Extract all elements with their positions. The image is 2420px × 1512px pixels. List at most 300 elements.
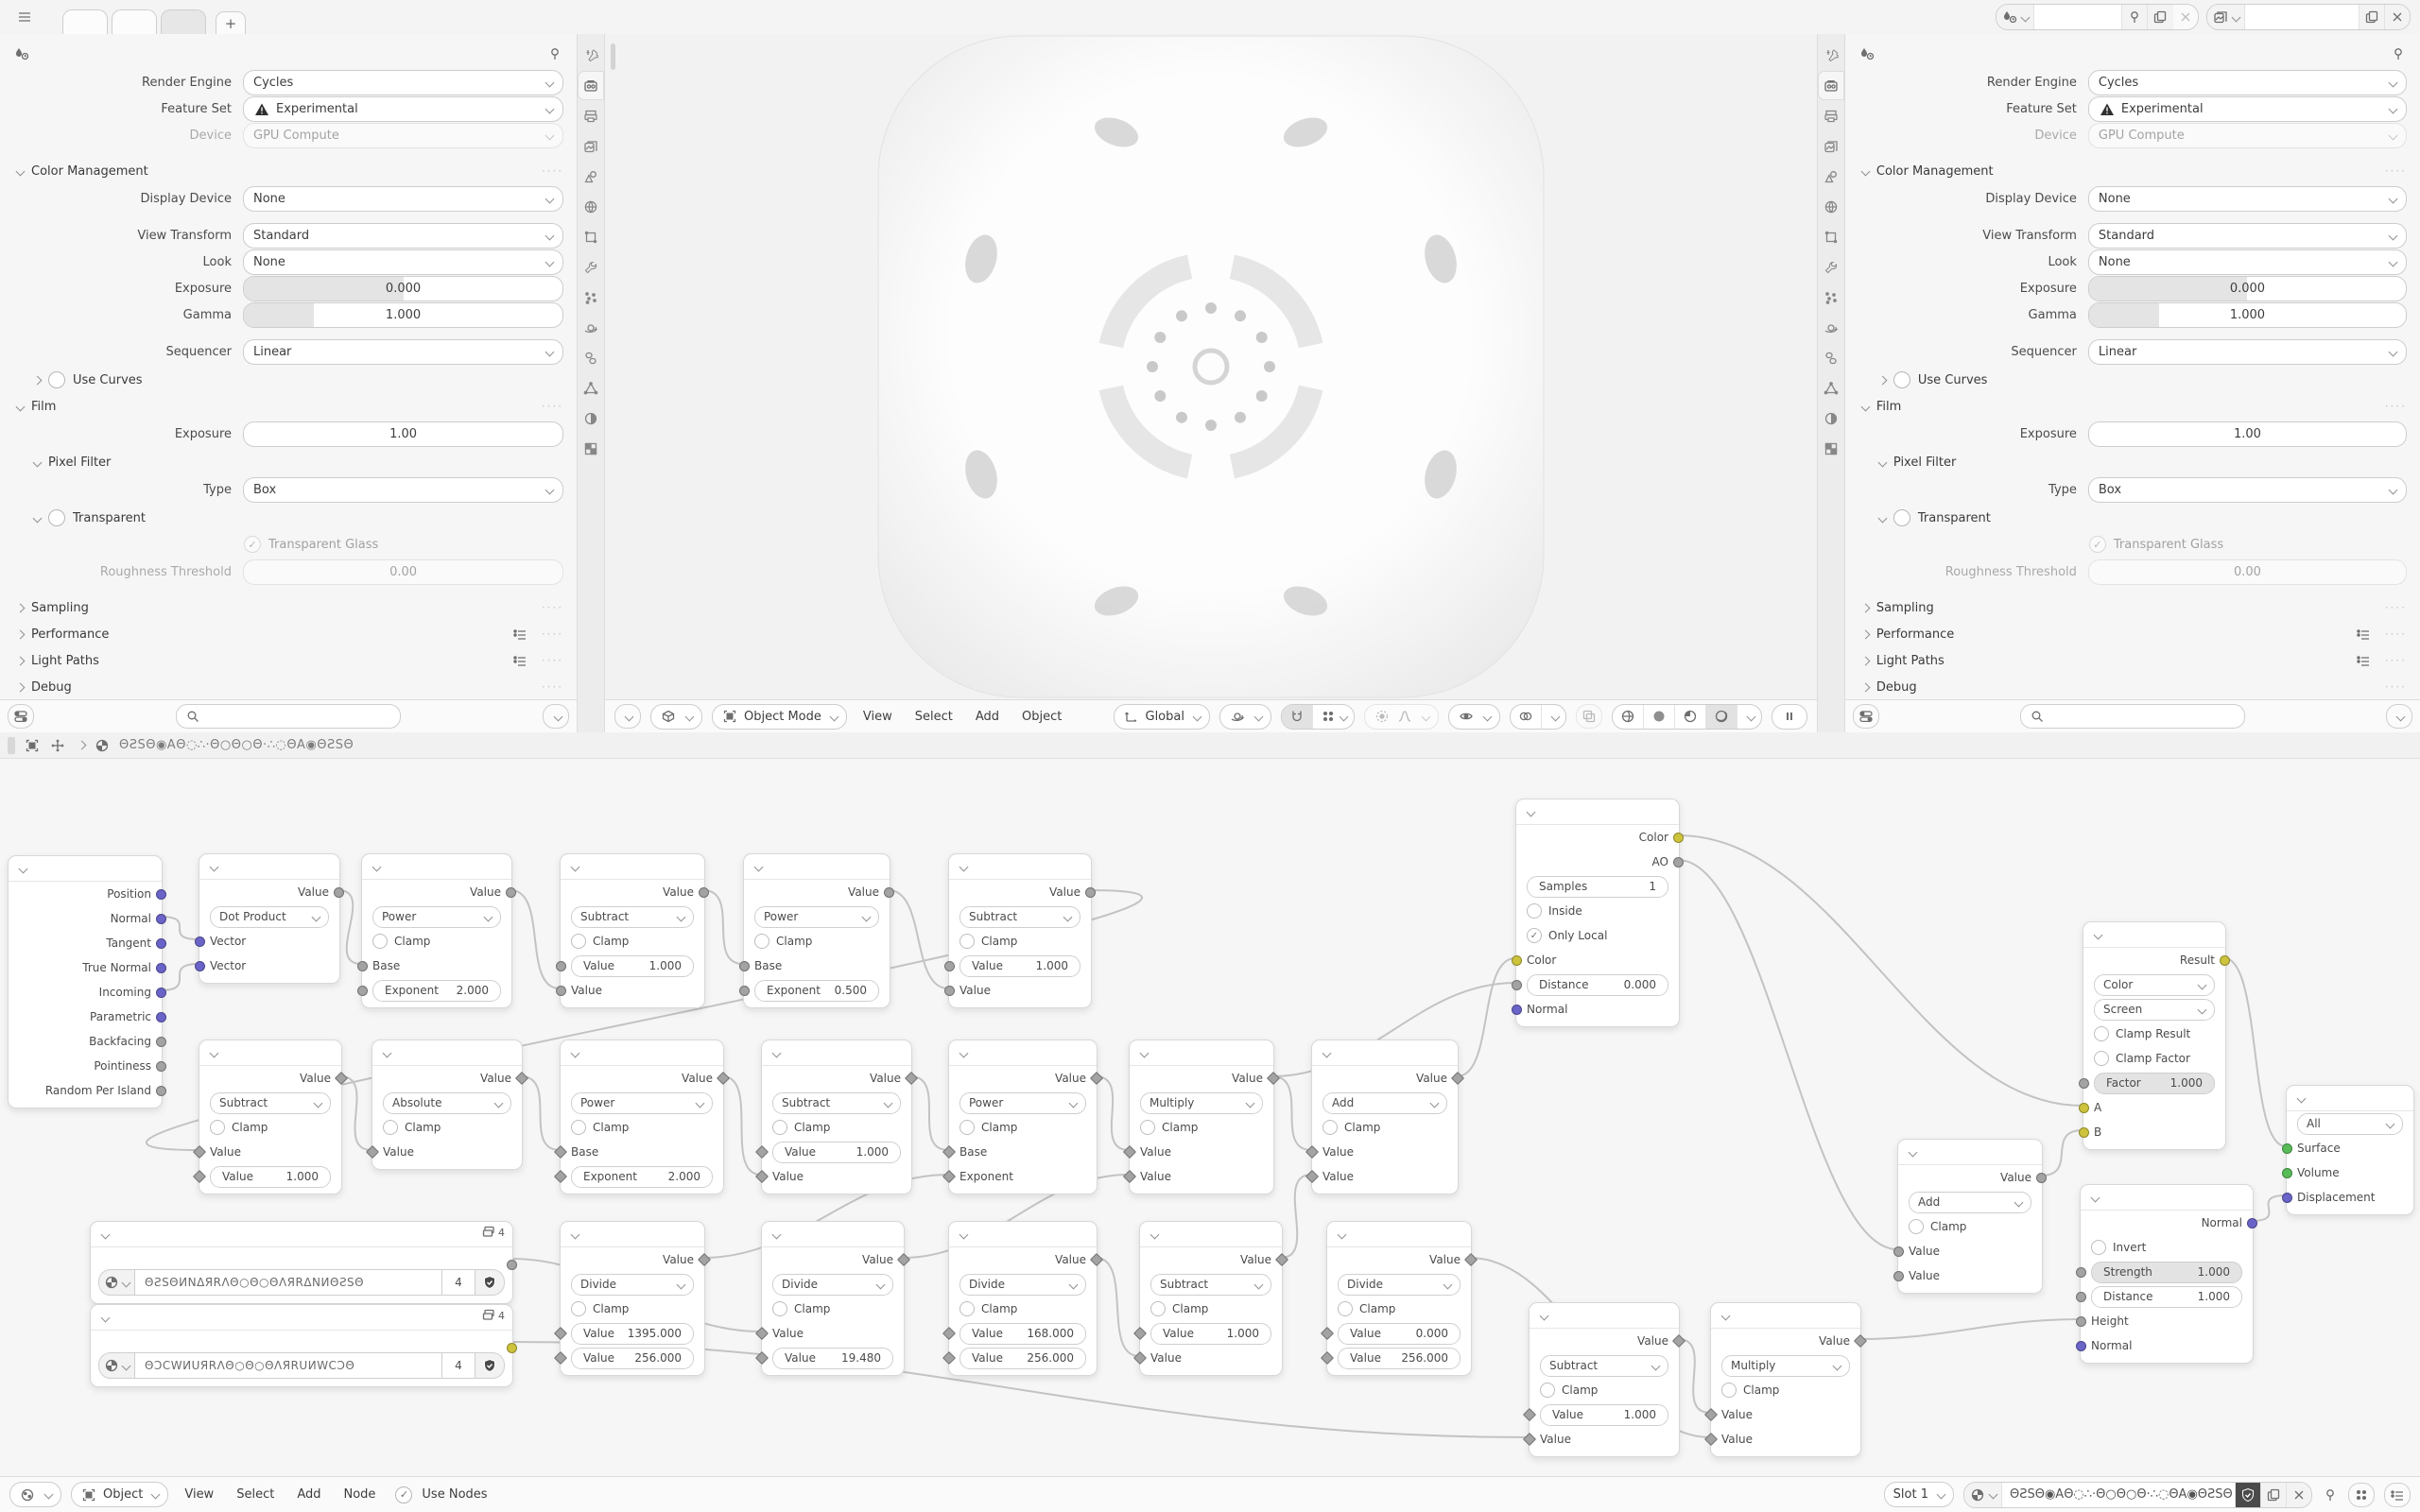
node-checkbox[interactable] <box>772 1301 787 1316</box>
node-card-sub6[interactable] <box>1529 1302 1680 1457</box>
node-operation-select[interactable]: Multiply <box>1721 1355 1850 1377</box>
properties-tab-scene-icon[interactable] <box>1819 163 1843 190</box>
properties-tab-wrench-icon[interactable] <box>579 253 603 281</box>
properties-tab-output-icon[interactable] <box>1819 102 1843 129</box>
node-card-pow3[interactable] <box>560 1040 724 1194</box>
workspace-tab-1[interactable] <box>62 9 108 35</box>
material-copy-button[interactable] <box>2260 1483 2286 1507</box>
pixel-filter-type-select[interactable]: Box <box>2088 477 2407 503</box>
properties-search[interactable] <box>2020 704 2245 729</box>
node-collapse-chevron[interactable] <box>1338 1229 1347 1239</box>
snap-target-select[interactable] <box>1313 705 1354 729</box>
pin-icon[interactable] <box>2390 45 2407 62</box>
node-operation-select[interactable]: Add <box>1322 1092 1447 1114</box>
menu-select[interactable]: Select <box>236 1487 275 1502</box>
render-engine-select[interactable]: Cycles <box>2088 70 2407 95</box>
node-checkbox[interactable] <box>959 1301 975 1316</box>
light-paths-section[interactable]: Light Paths ···· <box>1845 647 2420 674</box>
node-output-socket[interactable] <box>2220 955 2230 966</box>
image-browse-button[interactable] <box>98 1352 135 1379</box>
overlays-toggle[interactable] <box>1511 705 1542 729</box>
shading-dropdown[interactable] <box>1737 705 1761 729</box>
node-collapse-chevron[interactable] <box>1322 1048 1332 1057</box>
node-card-div1[interactable] <box>560 1221 705 1376</box>
node-card-div4[interactable] <box>1326 1221 1472 1376</box>
color-management-section[interactable]: Color Management ···· <box>0 158 577 184</box>
node-value-field[interactable]: Value 168.000 <box>959 1323 1086 1345</box>
image-name-field[interactable]: ΘƆϹWИUЯRΛΘ○Θ○ΘΛЯRUИWϹƆΘ <box>135 1352 442 1379</box>
use-curves-section[interactable]: Use Curves <box>0 367 577 393</box>
viewlayer-browse-button[interactable] <box>2207 5 2245 29</box>
node-input-socket[interactable] <box>2079 1127 2089 1138</box>
node-collapse-chevron[interactable] <box>772 1229 782 1239</box>
shading-rendered-button[interactable] <box>1706 705 1737 729</box>
shading-solid-button[interactable] <box>1644 705 1675 729</box>
node-card-add2[interactable] <box>1897 1139 2043 1294</box>
shading-wireframe-button[interactable] <box>1613 705 1644 729</box>
node-output-socket[interactable] <box>506 887 516 898</box>
light-paths-section[interactable]: Light Paths ···· <box>0 647 577 674</box>
node-operation-select[interactable]: Power <box>754 906 879 928</box>
fake-user-shield-button[interactable] <box>475 1352 505 1379</box>
cm-exposure-slider[interactable]: 0.000 <box>243 276 563 301</box>
material-name-field[interactable]: ΘƧSΘ◉ΑΘ◌∴·Θ○Θ○Θ·∴◌ΘΑ◉ΘƧSΘ <box>2002 1483 2235 1507</box>
overlays-dropdown[interactable] <box>1542 705 1565 729</box>
menu-object[interactable]: Object <box>1022 709 1063 724</box>
use-curves-section[interactable]: Use Curves <box>1845 367 2420 393</box>
editor-corner-button[interactable] <box>614 704 641 729</box>
node-checkbox[interactable] <box>1140 1120 1155 1135</box>
device-select[interactable]: GPU Compute <box>243 123 563 148</box>
preset-icon[interactable] <box>511 652 528 669</box>
properties-tab-texture-icon[interactable] <box>579 435 603 462</box>
node-operation-select[interactable]: Subtract <box>571 906 694 928</box>
properties-tab-tool-icon[interactable] <box>1819 42 1843 69</box>
node-value-field[interactable]: Value 1.000 <box>571 955 694 977</box>
render-pause-button[interactable] <box>1772 704 1807 730</box>
node-operation-select[interactable]: Power <box>959 1092 1086 1114</box>
node-input-socket[interactable] <box>357 986 368 996</box>
proportional-editing-button[interactable] <box>1364 704 1439 730</box>
node-input-socket[interactable] <box>1512 1005 1522 1015</box>
node-input-socket[interactable] <box>357 961 368 971</box>
node-input-socket[interactable] <box>1512 980 1522 990</box>
cm-exposure-slider[interactable]: 0.000 <box>2088 276 2407 301</box>
node-operation-select[interactable]: Screen <box>2094 999 2215 1021</box>
node-input-socket[interactable] <box>556 961 566 971</box>
image-users-count[interactable]: 4 <box>442 1352 475 1379</box>
menu-view[interactable]: View <box>862 709 892 724</box>
view-transform-select[interactable]: Standard <box>2088 223 2407 249</box>
look-select[interactable]: None <box>2088 249 2407 275</box>
node-input-socket[interactable] <box>195 961 205 971</box>
scene-name-field[interactable] <box>2034 5 2121 29</box>
editor-options-button[interactable] <box>2384 1483 2411 1507</box>
properties-tab-texture-icon[interactable] <box>1819 435 1843 462</box>
node-value-field[interactable]: Distance 1.000 <box>2091 1286 2242 1308</box>
viewlayer-name-field[interactable] <box>2245 5 2359 29</box>
shading-material-button[interactable] <box>1675 705 1706 729</box>
cm-gamma-slider[interactable]: 1.000 <box>243 302 563 328</box>
node-card-geo[interactable] <box>8 855 163 1108</box>
image-name-field[interactable]: ΘƧSΘИNΔЯRΛΘ○Θ○ΘΛЯRΔNИΘƧSΘ <box>135 1269 442 1296</box>
image-browse-button[interactable] <box>98 1269 135 1296</box>
node-card-img1[interactable] <box>90 1221 513 1304</box>
node-collapse-chevron[interactable] <box>959 1229 969 1239</box>
sampling-section[interactable]: Sampling ···· <box>0 594 577 621</box>
node-output-socket[interactable] <box>156 1086 166 1096</box>
preset-icon[interactable] <box>2355 652 2372 669</box>
node-collapse-chevron[interactable] <box>1140 1048 1150 1057</box>
transparent-section[interactable]: Transparent <box>0 505 577 531</box>
node-operation-select[interactable]: Divide <box>772 1274 893 1296</box>
menu-view[interactable]: View <box>184 1487 215 1502</box>
properties-tab-physics-icon[interactable] <box>579 314 603 341</box>
node-input-socket[interactable] <box>944 961 955 971</box>
viewport-canvas[interactable] <box>605 34 1817 699</box>
properties-tab-data-icon[interactable] <box>1819 374 1843 402</box>
node-checkbox[interactable] <box>772 1120 787 1135</box>
node-operation-select[interactable]: Subtract <box>772 1092 901 1114</box>
node-card-sub1[interactable] <box>560 853 705 1008</box>
pixel-filter-section[interactable]: Pixel Filter <box>0 449 577 475</box>
node-card-mul1[interactable] <box>1129 1040 1274 1194</box>
node-collapse-chevron[interactable] <box>210 1048 219 1057</box>
transparent-section[interactable]: Transparent <box>1845 505 2420 531</box>
node-collapse-chevron[interactable] <box>571 862 580 871</box>
node-value-field[interactable]: Value 1.000 <box>1150 1323 1271 1345</box>
node-checkbox[interactable] <box>1540 1383 1555 1398</box>
node-input-socket[interactable] <box>1512 955 1522 966</box>
node-collapse-chevron[interactable] <box>1540 1311 1549 1320</box>
node-operation-select[interactable]: Add <box>1909 1192 2031 1213</box>
node-card-sub5[interactable] <box>1139 1221 1283 1376</box>
node-output-socket[interactable] <box>2247 1218 2257 1228</box>
node-output-socket[interactable] <box>156 988 166 998</box>
fake-user-shield-button[interactable] <box>475 1269 505 1296</box>
node-checkbox[interactable] <box>2094 1051 2109 1066</box>
node-collapse-chevron[interactable] <box>959 862 969 871</box>
menu-select[interactable]: Select <box>914 709 953 724</box>
mode-select[interactable]: Object Mode <box>712 704 847 730</box>
look-select[interactable]: None <box>243 249 563 275</box>
node-checkbox[interactable] <box>571 1301 586 1316</box>
node-collapse-chevron[interactable] <box>571 1048 580 1057</box>
properties-tab-data-icon[interactable] <box>579 374 603 402</box>
node-output-socket[interactable] <box>156 1037 166 1047</box>
node-card-abs1[interactable] <box>372 1040 523 1170</box>
use-curves-checkbox[interactable] <box>48 371 65 388</box>
node-checkbox[interactable] <box>1150 1301 1166 1316</box>
node-operation-select[interactable]: Dot Product <box>210 906 329 928</box>
node-input-socket[interactable] <box>195 936 205 947</box>
node-input-socket[interactable] <box>2076 1316 2086 1327</box>
node-value-field[interactable]: Exponent 2.000 <box>571 1166 713 1188</box>
node-collapse-chevron[interactable] <box>1909 1147 1918 1157</box>
editor-type-button[interactable] <box>9 1482 61 1507</box>
node-value-field[interactable]: Exponent 0.500 <box>754 980 879 1002</box>
node-collapse-chevron[interactable] <box>754 862 764 871</box>
node-checkbox[interactable] <box>571 934 586 949</box>
scene-browse-button[interactable] <box>1996 5 2034 29</box>
node-checkbox[interactable] <box>1721 1383 1737 1398</box>
node-value-field[interactable]: Distance 0.000 <box>1527 974 1668 996</box>
properties-tab-constraint-icon[interactable] <box>1819 344 1843 371</box>
xray-toggle[interactable] <box>1576 704 1602 729</box>
node-output-socket[interactable] <box>156 889 166 900</box>
node-input-socket[interactable] <box>2076 1267 2086 1278</box>
node-output-socket[interactable] <box>2036 1173 2047 1183</box>
node-input-socket[interactable] <box>1893 1271 1904 1281</box>
node-card-pow1[interactable] <box>361 853 512 1008</box>
properties-tab-material-icon[interactable] <box>579 404 603 432</box>
transform-orientation-select[interactable]: Global <box>1114 704 1210 730</box>
node-collapse-chevron[interactable] <box>372 862 382 871</box>
editor-type-button[interactable] <box>650 704 702 730</box>
film-exposure-field[interactable]: 1.00 <box>243 421 563 447</box>
node-output-socket[interactable] <box>1085 887 1096 898</box>
performance-section[interactable]: Performance ···· <box>0 621 577 647</box>
properties-tab-particles-icon[interactable] <box>579 284 603 311</box>
node-collapse-chevron[interactable] <box>2297 1093 2307 1103</box>
properties-tab-constraint-icon[interactable] <box>579 344 603 371</box>
node-collapse-chevron[interactable] <box>1527 807 1536 816</box>
node-output-socket[interactable] <box>507 1343 517 1353</box>
node-value-field[interactable]: Value 256.000 <box>959 1348 1086 1369</box>
app-menu-icon[interactable] <box>13 9 36 26</box>
properties-tab-tool-icon[interactable] <box>579 42 603 69</box>
add-workspace-button[interactable]: + <box>216 11 246 35</box>
performance-section[interactable]: Performance ···· <box>1845 621 2420 647</box>
node-input-socket[interactable] <box>2282 1143 2292 1154</box>
node-checkbox[interactable] <box>1338 1301 1353 1316</box>
node-card-mix[interactable] <box>2083 921 2226 1150</box>
color-management-section[interactable]: Color Management ···· <box>1845 158 2420 184</box>
node-operation-select[interactable]: Divide <box>571 1274 694 1296</box>
properties-tab-objicon-icon[interactable] <box>1819 223 1843 250</box>
node-card-add1[interactable] <box>1311 1040 1459 1194</box>
display-device-select[interactable]: None <box>2088 186 2407 212</box>
preset-icon[interactable] <box>511 626 528 643</box>
node-card-img2[interactable] <box>90 1304 513 1387</box>
node-card-ao[interactable] <box>1515 799 1680 1027</box>
region-toggle[interactable] <box>8 737 15 754</box>
device-select[interactable]: GPU Compute <box>2088 123 2407 148</box>
display-filter-button[interactable] <box>1853 704 1879 729</box>
node-checkbox[interactable] <box>2094 1026 2109 1041</box>
panel-collapse-button[interactable] <box>543 704 569 729</box>
properties-tab-output-icon[interactable] <box>579 102 603 129</box>
node-output-socket[interactable] <box>156 1061 166 1072</box>
film-section[interactable]: Film ···· <box>1845 393 2420 420</box>
node-output-socket[interactable] <box>1673 857 1684 868</box>
transparent-glass-checkbox[interactable]: ✓ <box>2089 536 2106 553</box>
display-filter-button[interactable] <box>8 704 34 729</box>
show-gizmo-button[interactable] <box>1448 704 1500 730</box>
node-value-field[interactable]: Value 1395.000 <box>571 1323 694 1345</box>
node-input-socket[interactable] <box>1893 1246 1904 1257</box>
node-output-socket[interactable] <box>334 887 344 898</box>
debug-section[interactable]: Debug ···· <box>1845 674 2420 699</box>
sampling-section[interactable]: Sampling ···· <box>1845 594 2420 621</box>
node-operation-select[interactable]: Subtract <box>210 1092 331 1114</box>
node-operation-select[interactable]: Multiply <box>1140 1092 1263 1114</box>
node-collapse-chevron[interactable] <box>772 1048 782 1057</box>
node-collapse-chevron[interactable] <box>1721 1311 1731 1320</box>
properties-editor-type-icon[interactable] <box>13 45 30 62</box>
node-input-socket[interactable] <box>2282 1168 2292 1178</box>
node-checkbox[interactable] <box>1527 903 1542 919</box>
film-section[interactable]: Film ···· <box>0 393 577 420</box>
properties-tab-physics-icon[interactable] <box>1819 314 1843 341</box>
preset-icon[interactable] <box>2355 626 2372 643</box>
node-input-socket[interactable] <box>944 986 955 996</box>
node-input-socket[interactable] <box>2076 1292 2086 1302</box>
node-operation-select[interactable]: All <box>2297 1113 2403 1135</box>
properties-tab-scene-icon[interactable] <box>579 163 603 190</box>
node-operation-select[interactable]: Absolute <box>383 1092 511 1114</box>
node-collapse-chevron[interactable] <box>1150 1229 1160 1239</box>
display-device-select[interactable]: None <box>243 186 563 212</box>
viewlayer-new-button[interactable] <box>2359 5 2384 29</box>
properties-tab-wrench-icon[interactable] <box>1819 253 1843 281</box>
snap-button[interactable] <box>1219 704 1271 730</box>
node-output-socket[interactable] <box>1673 833 1684 843</box>
properties-tab-material-icon[interactable] <box>1819 404 1843 432</box>
node-input-socket[interactable] <box>2282 1193 2292 1203</box>
workspace-tab-3[interactable] <box>161 9 206 35</box>
node-value-field[interactable]: Samples 1 <box>1527 876 1668 898</box>
node-checkbox[interactable] <box>372 934 388 949</box>
node-value-field[interactable]: Value 1.000 <box>1540 1404 1668 1426</box>
node-value-field[interactable]: Factor 1.000 <box>2094 1073 2215 1094</box>
node-operation-select[interactable]: Subtract <box>1150 1274 1271 1296</box>
debug-section[interactable]: Debug ···· <box>0 674 577 699</box>
node-collapse-chevron[interactable] <box>383 1048 392 1057</box>
node-output-socket[interactable] <box>156 938 166 949</box>
properties-tab-render-icon[interactable] <box>1819 72 1843 99</box>
node-value-field[interactable]: Value 256.000 <box>1338 1348 1461 1369</box>
workspace-tab-2[interactable] <box>112 9 157 35</box>
node-input-socket[interactable] <box>739 961 750 971</box>
node-value-field[interactable]: Value 1.000 <box>210 1166 331 1188</box>
shader-type-select[interactable]: Object <box>71 1482 168 1507</box>
node-card-dot[interactable] <box>199 853 340 984</box>
render-engine-select[interactable]: Cycles <box>243 70 563 95</box>
cm-gamma-slider[interactable]: 1.000 <box>2088 302 2407 328</box>
node-input-socket[interactable] <box>2076 1341 2086 1351</box>
node-input-socket[interactable] <box>556 986 566 996</box>
node-checkbox[interactable] <box>959 934 975 949</box>
node-checkbox[interactable] <box>1909 1219 1924 1234</box>
node-card-mul2[interactable] <box>1710 1302 1861 1457</box>
node-operation-select[interactable]: Divide <box>1338 1274 1461 1296</box>
node-collapse-chevron[interactable] <box>101 1313 111 1322</box>
transparent-glass-checkbox[interactable]: ✓ <box>244 536 261 553</box>
node-input-socket[interactable] <box>2079 1103 2089 1113</box>
properties-tab-world-icon[interactable] <box>579 193 603 220</box>
node-input-socket[interactable] <box>2079 1078 2089 1089</box>
node-output-socket[interactable] <box>156 1012 166 1022</box>
node-operation-select[interactable]: Subtract <box>1540 1355 1668 1377</box>
view-transform-select[interactable]: Standard <box>243 223 563 249</box>
node-card-sub2[interactable] <box>948 853 1092 1008</box>
node-operation-select[interactable]: Subtract <box>959 906 1080 928</box>
node-operation-select[interactable]: Power <box>372 906 501 928</box>
node-collapse-chevron[interactable] <box>101 1229 111 1239</box>
node-operation-select[interactable]: Divide <box>959 1274 1086 1296</box>
viewlayer-remove-button[interactable] <box>2384 5 2410 29</box>
node-card-sub4[interactable] <box>761 1040 912 1194</box>
node-card-outp[interactable] <box>2286 1085 2414 1215</box>
node-output-socket[interactable] <box>156 914 166 924</box>
scene-pin-button[interactable] <box>2121 5 2147 29</box>
pixel-filter-section[interactable]: Pixel Filter <box>1845 449 2420 475</box>
menu-node[interactable]: Node <box>343 1487 376 1502</box>
node-checkbox[interactable] <box>1322 1120 1338 1135</box>
roughness-threshold-field[interactable]: 0.00 <box>243 559 563 585</box>
feature-set-select[interactable]: Experimental <box>243 96 563 122</box>
node-output-socket[interactable] <box>156 963 166 973</box>
node-card-sub3[interactable] <box>199 1040 342 1194</box>
feature-set-select[interactable]: Experimental <box>2088 96 2407 122</box>
use-curves-checkbox[interactable] <box>1893 371 1910 388</box>
node-collapse-chevron[interactable] <box>959 1048 969 1057</box>
menu-add[interactable]: Add <box>297 1487 321 1502</box>
node-checkbox[interactable] <box>383 1120 398 1135</box>
properties-tab-world-icon[interactable] <box>1819 193 1843 220</box>
pixel-filter-type-select[interactable]: Box <box>243 477 563 503</box>
node-value-field[interactable]: Strength 1.000 <box>2091 1262 2242 1283</box>
roughness-threshold-field[interactable]: 0.00 <box>2088 559 2407 585</box>
node-card-div3[interactable] <box>948 1221 1098 1376</box>
node-collapse-chevron[interactable] <box>19 864 28 873</box>
node-value-field[interactable]: Exponent 2.000 <box>372 980 501 1002</box>
node-operation-select[interactable]: Color <box>2094 974 2215 996</box>
properties-editor-type-icon[interactable] <box>1858 45 1876 62</box>
material-unlink-button[interactable] <box>2286 1483 2311 1507</box>
fake-user-toggle[interactable] <box>2235 1483 2260 1507</box>
use-nodes-checkbox[interactable]: ✓ <box>395 1486 412 1503</box>
sequencer-select[interactable]: Linear <box>243 339 563 365</box>
panel-collapse-button[interactable] <box>2386 704 2412 729</box>
node-input-socket[interactable] <box>739 986 750 996</box>
node-checkbox[interactable] <box>959 1120 975 1135</box>
node-checkbox[interactable] <box>754 934 769 949</box>
properties-tab-viewlayer-icon[interactable] <box>579 132 603 160</box>
scene-new-button[interactable] <box>2147 5 2172 29</box>
properties-search[interactable] <box>176 704 401 729</box>
node-value-field[interactable]: Value 19.480 <box>772 1348 893 1369</box>
node-collapse-chevron[interactable] <box>210 862 219 871</box>
snap-node-button[interactable] <box>2348 1483 2375 1507</box>
properties-tab-particles-icon[interactable] <box>1819 284 1843 311</box>
node-value-field[interactable]: Value 1.000 <box>772 1142 901 1163</box>
properties-tab-objicon-icon[interactable] <box>579 223 603 250</box>
node-collapse-chevron[interactable] <box>2094 930 2103 939</box>
node-output-socket[interactable] <box>699 887 709 898</box>
snap-magnet-toggle[interactable] <box>1282 705 1313 729</box>
transparent-checkbox[interactable] <box>48 509 65 526</box>
image-users-count[interactable]: 4 <box>442 1269 475 1296</box>
node-card-pow4[interactable] <box>948 1040 1098 1194</box>
node-collapse-chevron[interactable] <box>2091 1193 2100 1202</box>
sequencer-select[interactable]: Linear <box>2088 339 2407 365</box>
node-card-div2[interactable] <box>761 1221 905 1376</box>
node-value-field[interactable]: Value 256.000 <box>571 1348 694 1369</box>
pin-icon[interactable] <box>546 45 563 62</box>
node-operation-select[interactable]: Power <box>571 1092 713 1114</box>
